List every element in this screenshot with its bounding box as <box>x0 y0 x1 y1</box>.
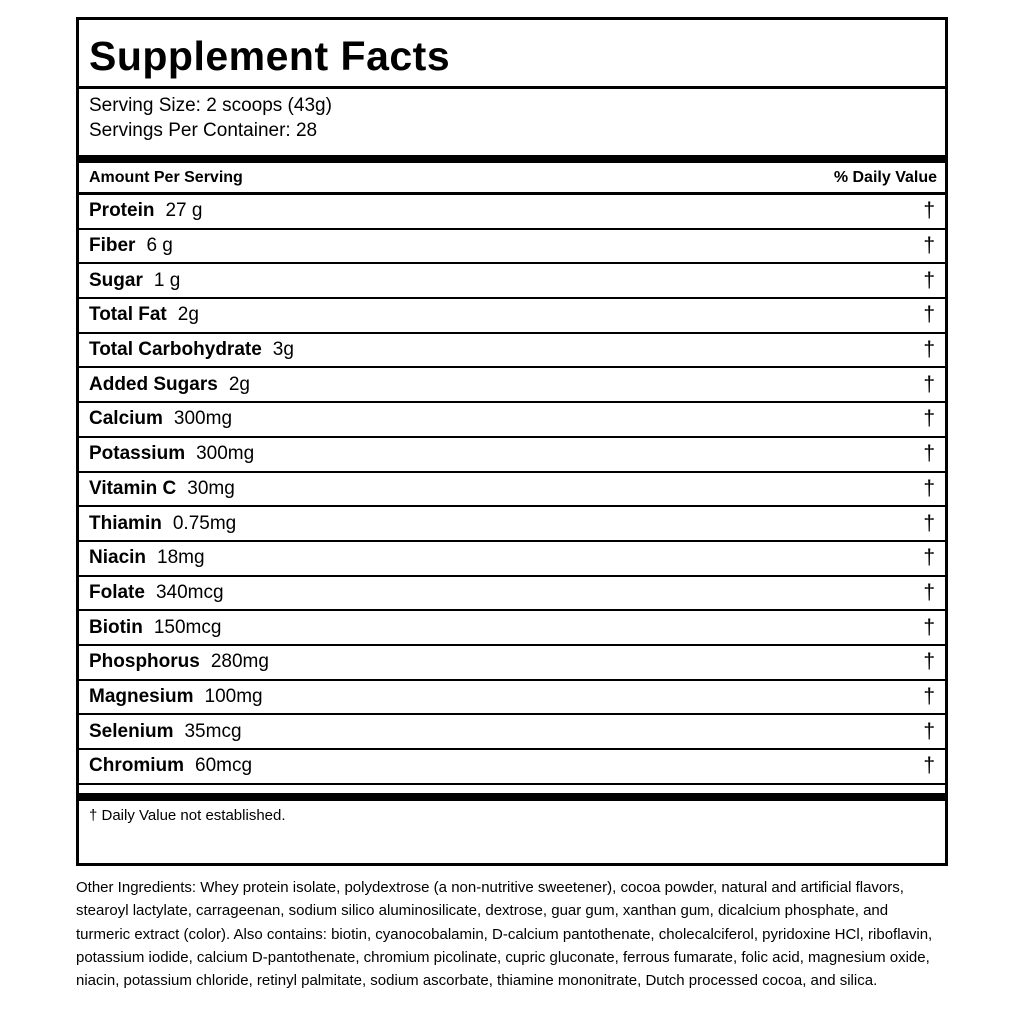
daily-value-dagger: † <box>923 476 935 500</box>
daily-value-dagger: † <box>923 650 935 674</box>
nutrient-name: Fiber <box>89 235 136 257</box>
nutrient-amount: 340mcg <box>155 581 224 603</box>
nutrient-label <box>89 443 254 465</box>
nutrient-amount: 3g <box>272 339 294 361</box>
nutrient-row <box>79 264 945 299</box>
nutrient-amount: 300mg <box>196 443 255 465</box>
daily-value-dagger: † <box>923 684 935 708</box>
nutrient-amount: 2g <box>177 304 199 326</box>
footnote: † Daily Value not established. <box>89 806 286 824</box>
nutrient-row <box>79 403 945 438</box>
nutrient-amount: 2g <box>228 373 250 395</box>
nutrient-row <box>79 230 945 265</box>
nutrient-label <box>89 755 252 777</box>
nutrient-name: Vitamin C <box>89 477 177 499</box>
nutrient-name: Protein <box>89 200 155 222</box>
daily-value-dagger: † <box>923 303 935 327</box>
nutrient-amount: 60mcg <box>195 755 253 777</box>
nutrient-amount: 0.75mg <box>172 512 237 534</box>
daily-value-dagger: † <box>923 338 935 362</box>
nutrient-row <box>79 368 945 403</box>
nutrient-label <box>89 478 235 500</box>
nutrient-label <box>89 582 224 604</box>
daily-value-label: % Daily Value <box>833 168 937 186</box>
daily-value-dagger: † <box>923 268 935 292</box>
nutrient-row <box>79 611 945 646</box>
divider-thick <box>79 155 945 163</box>
nutrient-label <box>89 270 180 292</box>
nutrient-label <box>89 304 199 326</box>
nutrient-label <box>89 617 221 639</box>
nutrient-name: Magnesium <box>89 685 194 707</box>
nutrient-name: Sugar <box>89 269 143 291</box>
nutrient-row <box>79 195 945 230</box>
nutrient-amount: 280mg <box>210 651 269 673</box>
nutrient-row <box>79 299 945 334</box>
nutrient-name: Folate <box>89 581 145 603</box>
nutrient-amount: 300mg <box>173 408 233 430</box>
nutrient-amount: 6 g <box>146 235 173 257</box>
nutrient-name: Chromium <box>89 755 184 777</box>
nutrient-name: Niacin <box>89 547 147 569</box>
daily-value-dagger: † <box>923 719 935 743</box>
spacer <box>79 785 945 793</box>
nutrient-amount: 100mg <box>204 685 263 707</box>
nutrient-row <box>79 750 945 785</box>
nutrient-row <box>79 715 945 750</box>
nutrient-label <box>89 721 242 743</box>
daily-value-dagger: † <box>923 580 935 604</box>
daily-value-dagger: † <box>923 511 935 535</box>
daily-value-dagger: † <box>923 407 935 431</box>
servings-per-container: Servings Per Container: 28 <box>89 120 318 141</box>
nutrient-row <box>79 438 945 473</box>
nutrient-name: Calcium <box>89 408 163 430</box>
nutrient-amount: 30mg <box>187 477 235 499</box>
nutrient-amount: 1 g <box>153 269 181 291</box>
daily-value-dagger: † <box>923 442 935 466</box>
nutrient-amount: 35mcg <box>184 720 242 742</box>
daily-value-dagger: † <box>923 546 935 570</box>
nutrient-name: Added Sugars <box>89 373 218 395</box>
nutrient-name: Biotin <box>89 616 143 638</box>
nutrient-name: Thiamin <box>89 512 162 534</box>
nutrient-row <box>79 542 945 577</box>
nutrient-label <box>89 374 250 396</box>
nutrient-row <box>79 646 945 681</box>
supplement-facts-panel <box>76 17 948 866</box>
daily-value-dagger: † <box>923 372 935 396</box>
daily-value-dagger: † <box>923 234 935 258</box>
nutrient-label <box>89 235 173 257</box>
nutrient-amount: 150mcg <box>153 616 222 638</box>
divider-thick-bottom <box>79 793 945 801</box>
daily-value-dagger: † <box>923 615 935 639</box>
serving-info <box>79 89 945 155</box>
nutrient-label <box>89 686 263 708</box>
nutrient-row <box>79 334 945 369</box>
nutrient-name: Total Carbohydrate <box>89 339 262 361</box>
nutrient-label <box>89 339 294 361</box>
nutrient-name: Phosphorus <box>89 651 200 673</box>
nutrient-label <box>89 547 205 569</box>
nutrient-row <box>79 473 945 508</box>
nutrient-row <box>79 507 945 542</box>
other-ingredients: Other Ingredients: Whey protein isolate, polydextrose (a non-nutritive sweetener), cocoa powder, natural and artificial flavors, stearoyl lactylate, carrageenan, sodium silico aluminosilicate, dextrose, guar gum, xanthan gum, dicalcium phosphate, and turmeric extract (color). Also contains: biotin, cyanocobalamin, D-calcium pantothenate, cholecalciferol, pyridoxine HCl, riboflavin, potassium iodide, calcium D-pantothenate, chromium picolinate, cupric gluconate, ferrous fumarate, folic acid, magnesium oxide, niacin, potassium chloride, retinyl palmitate, sodium ascorbate, thiamine mononitrate, Dutch processed cocoa, and silica. <box>76 879 933 990</box>
panel-title: Supplement Facts <box>79 20 945 89</box>
nutrient-name: Total Fat <box>89 304 167 326</box>
nutrient-label <box>89 408 232 430</box>
nutrient-amount: 18mg <box>157 547 205 569</box>
nutrient-label <box>89 651 269 673</box>
nutrient-amount: 27 g <box>165 200 203 222</box>
nutrient-label <box>89 200 202 222</box>
column-header <box>79 163 945 195</box>
serving-size: Serving Size: 2 scoops (43g) <box>89 95 332 116</box>
nutrient-name: Selenium <box>89 720 174 742</box>
nutrient-table <box>79 195 945 785</box>
nutrient-label <box>89 513 236 535</box>
nutrient-name: Potassium <box>89 443 186 465</box>
daily-value-dagger: † <box>923 754 935 778</box>
daily-value-dagger: † <box>923 199 935 223</box>
nutrient-row <box>79 681 945 716</box>
amount-per-serving-label: Amount Per Serving <box>89 168 243 186</box>
nutrient-row <box>79 577 945 612</box>
